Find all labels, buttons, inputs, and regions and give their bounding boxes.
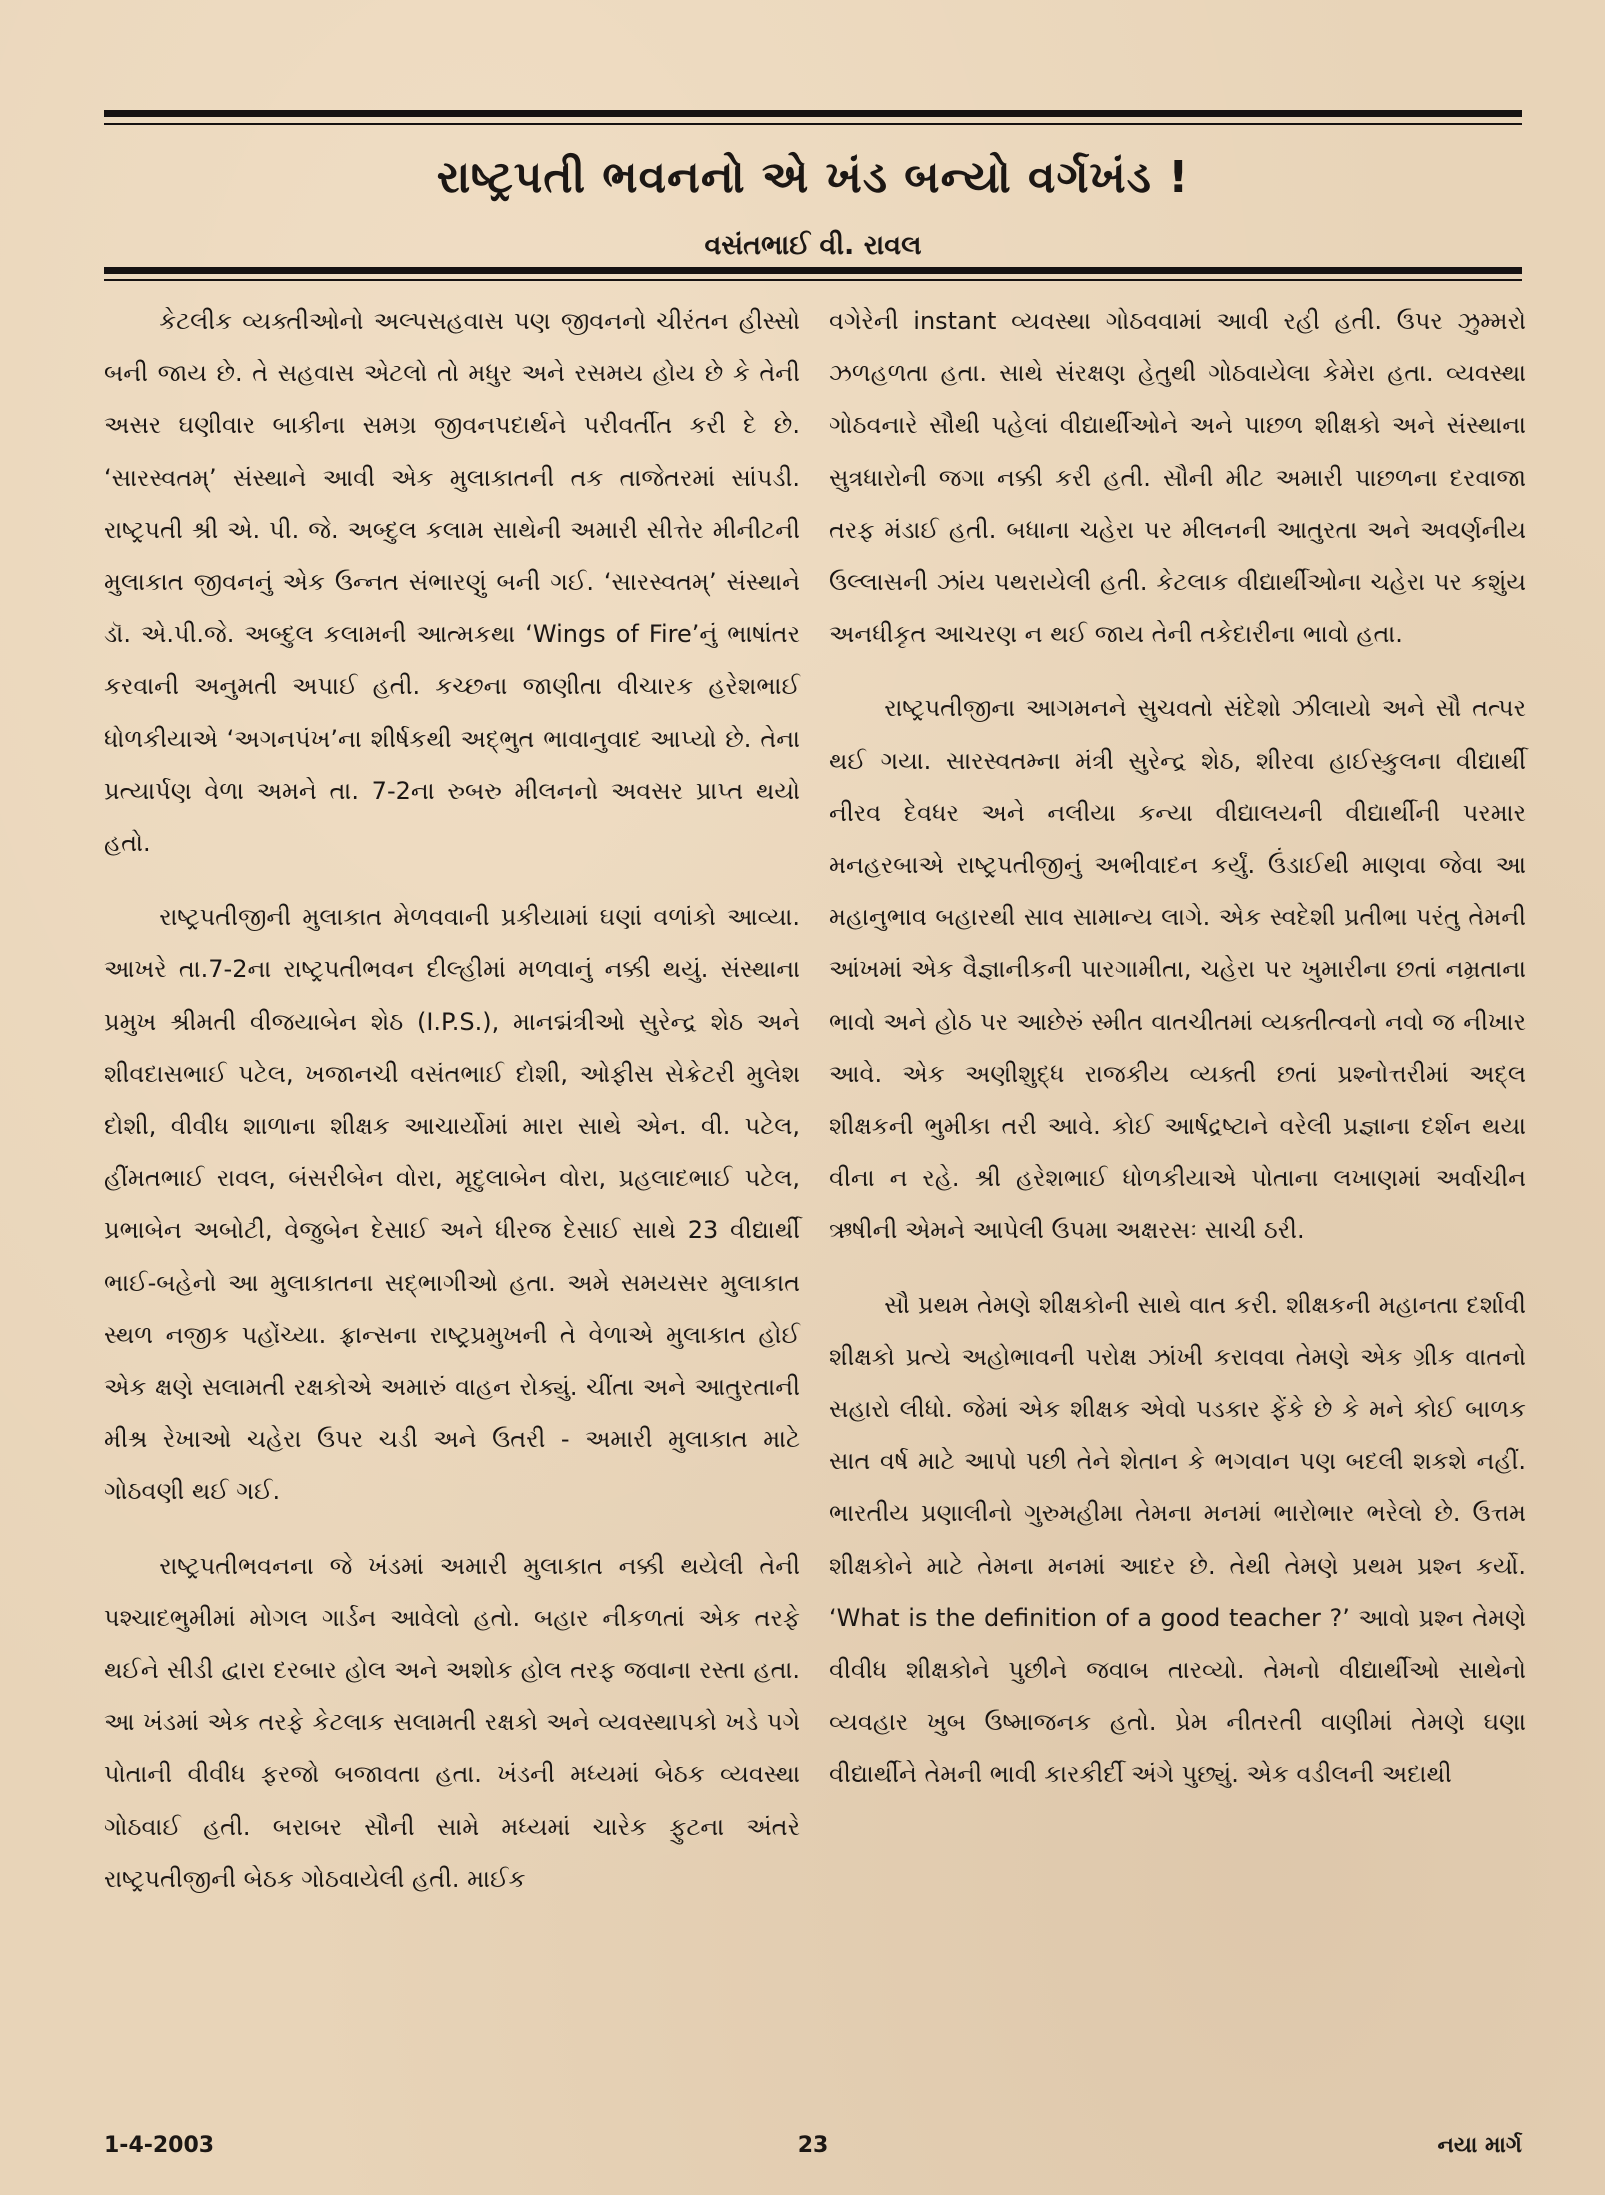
page-number: 23: [797, 2133, 829, 2158]
paragraph: રાષ્ટ્રપતીભવનના જે ખંડમાં અમારી મુલાકાત નક્કી થયેલી તેની પશ્ચાદભુમીમાં મોગલ ગાર્ડન આવેલો હતો. બહાર નીકળતાં એક તરફે થઈને સીડી દ્વારા દરબાર હોલ અને અશોક હોલ તરફ જવાના રસ્તા હતા. આ ખંડમાં એક તરફે કેટલાક સલામતી રક્ષકો અને વ્યવસ્થાપકો ખડે પગે પોતાની વીવીધ ફરજો બજાવતા હતા. ખંડની મધ્યમાં બેઠક વ્યવસ્થા ગોઠવાઈ હતી. બરાબર સૌની સામે મધ્યમાં ચારેક ફુટના અંતરે રાષ્ટ્રપતીજીની બેઠક ગોઠવાયેલી હતી. માઈક: [104, 1551, 800, 1893]
paragraph: વગેરેની instant વ્યવસ્થા ગોઠવવામાં આવી રહી હતી. ઉપર ઝુમ્મરો ઝળહળતા હતા. સાથે સંરક્ષણ હેતુથી ગોઠવાયેલા કેમેરા હતા. વ્યવસ્થા ગોઠવનારે સૌથી પહેલાં વીદ્યાર્થીઓને અને પાછળ શીક્ષકો અને સંસ્થાના સુત્રધારોની જગા નક્કી કરી હતી. સૌની મીટ અમારી પાછળના દરવાજા તરફ મંડાઈ હતી. બધાના ચહેરા પર મીલનની આતુરતા અને અવર્ણનીય ઉલ્લાસની ઝાંય પથરાયેલી હતી. કેટલાક વીદ્યાર્થીઓના ચહેરા પર કશુંય અનધીકૃત આચરણ ન થઈ જાય તેની તકેદારીના ભાવો હતા.: [829, 307, 1526, 649]
header-rule-bottom-thin: [104, 279, 1522, 281]
left-column: [104, 295, 800, 1905]
page-footer: [104, 2128, 1522, 2164]
header-rule-top-thin: [104, 123, 1522, 125]
article-title: રાષ્ટ્રપતી ભવનનો એ ખંડ બન્યો વર્ગખંડ !: [436, 152, 1190, 203]
paragraph: કેટલીક વ્યક્તીઓનો અલ્પસહવાસ પણ જીવનનો ચીરંતન હીસ્સો બની જાય છે. તે સહવાસ એટલો તો મધુર અને રસમય હોય છે કે તેની અસર ઘણીવાર બાકીના સમગ્ર જીવનપદાર્થને પરીવર્તીત કરી દે છે. ‘સારસ્વતમ્’ સંસ્થાને આવી એક મુલાકાતની તક તાજેતરમાં સાંપડી. રાષ્ટ્રપતી શ્રી એ. પી. જે. અબ્દુલ કલામ સાથેની અમારી સીત્તેર મીનીટની મુલાકાત જીવનનું એક ઉન્નત સંભારણું બની ગઈ. ‘સારસ્વતમ્’ સંસ્થાને ડૉ. એ.પી.જે. અબ્દુલ કલામની આત્મકથા ‘Wings of Fire’નું ભાષાંતર કરવાની અનુમતી અપાઈ હતી. કચ્છના જાણીતા વીચારક હરેશભાઈ ધોળકીયાએ ‘અગનપંખ’ના શીર્ષકથી અદ્ભુત ભાવાનુવાદ આપ્યો છે. તેના પ્રત્યાર્પણ વેળા અમને તા. 7-2ના રુબરુ મીલનનો અવસર પ્રાપ્ત થયો હતો.: [104, 307, 800, 858]
header-rule-top: [104, 110, 1522, 117]
article-author: વસંતભાઈ વી. રાવલ: [704, 230, 922, 261]
right-column: [829, 295, 1526, 1801]
issue-date: 1-4-2003: [104, 2133, 215, 2158]
header-rule-bottom: [104, 267, 1522, 274]
publication-name: નયા માર્ગ: [1437, 2133, 1522, 2158]
paragraph: રાષ્ટ્રપતીજીના આગમનને સુચવતો સંદેશો ઝીલાયો અને સૌ તત્પર થઈ ગયા. સારસ્વતમ્ના મંત્રી સુરેન્દ્ર શેઠ, શીરવા હાઈસ્કુલના વીદ્યાર્થી નીરવ દેવધર અને નલીયા કન્યા વીદ્યાલયની વીદ્યાર્થીની પરમાર મનહરબાએ રાષ્ટ્રપતીજીનું અભીવાદન કર્યું. ઉંડાઈથી માણવા જેવા આ મહાનુભાવ બહારથી સાવ સામાન્ય લાગે. એક સ્વદેશી પ્રતીભા પરંતુ તેમની આંખમાં એક વૈજ્ઞાનીકની પારગામીતા, ચહેરા પર ખુમારીના છતાં નમ્રતાના ભાવો અને હોઠ પર આછેરું સ્મીત વાતચીતમાં વ્યક્તીત્વનો નવો જ નીખાર આવે. એક અણીશુદ્ધ રાજકીય વ્યક્તી છતાં પ્રશ્નોત્તરીમાં અદ્લ શીક્ષકની ભુમીકા તરી આવે. કોઈ આર્ષદ્રષ્ટાને વરેલી પ્રજ્ઞાના દર્શન થયા વીના ન રહે. શ્રી હરેશભાઈ ધોળકીયાએ પોતાના લખાણમાં અર્વાચીન ઋષીની એમને આપેલી ઉપમા અક્ષરસઃ સાચી ઠરી.: [829, 694, 1526, 1245]
paragraph: રાષ્ટ્રપતીજીની મુલાકાત મેળવવાની પ્રકીયામાં ઘણાં વળાંકો આવ્યા. આખરે તા.7-2ના રાષ્ટ્રપતીભવન દીલ્હીમાં મળવાનું નક્કી થયું. સંસ્થાના પ્રમુખ શ્રીમતી વીજયાબેન શેઠ (I.P.S.), માનદ્મંત્રીઓ સુરેન્દ્ર શેઠ અને શીવદાસભાઈ પટેલ, ખજાનચી વસંતભાઈ દોશી, ઓફીસ સેક્રેટરી મુલેશ દોશી, વીવીધ શાળાના શીક્ષક આચાર્યોમાં મારા સાથે એન. વી. પટેલ, હીંમતભાઈ રાવલ, બંસરીબેન વોરા, મૃદુલાબેન વોરા, પ્રહલાદભાઈ પટેલ, પ્રભાબેન અબોટી, વેજુબેન દેસાઈ અને ધીરજ દેસાઈ સાથે 23 વીદ્યાર્થી ભાઈ-બહેનો આ મુલાકાતના સદ્ભાગીઓ હતા. અમે સમયસર મુલાકાત સ્થળ નજીક પહોંચ્યા. ફ્રાન્સના રાષ્ટ્રપ્રમુખની તે વેળાએ મુલાકાત હોઈ એક ક્ષણે સલામતી રક્ષકોએ અમારું વાહન રોક્યું. ચીંતા અને આતુરતાની મીશ્ર રેખાઓ ચહેરા ઉપર ચડી અને ઉતરી - અમારી મુલાકાત માટે ગોઠવણી થઈ ગઈ.: [104, 903, 800, 1506]
paragraph: સૌ પ્રથમ તેમણે શીક્ષકોની સાથે વાત કરી. શીક્ષકની મહાનતા દર્શાવી શીક્ષકો પ્રત્યે અહોભાવની પરોક્ષ ઝાંખી કરાવવા તેમણે એક ગ્રીક વાતનો સહારો લીધો. જેમાં એક શીક્ષક એવો પડકાર ફેંકે છે કે મને કોઈ બાળક સાત વર્ષ માટે આપો પછી તેને શેતાન કે ભગવાન પણ બદલી શકશે નહીં. ભારતીય પ્રણાલીનો ગુરુમહીમા તેમના મનમાં ભારોભાર ભરેલો છે. ઉત્તમ શીક્ષકોને માટે તેમના મનમાં આદર છે. તેથી તેમણે પ્રથમ પ્રશ્ન કર્યો. ‘What is the definition of a good teacher ?’ આવો પ્રશ્ન તેમણે વીવીધ શીક્ષકોને પુછીને જવાબ તારવ્યો. તેમનો વીદ્યાર્થીઓ સાથેનો વ્યવહાર ખુબ ઉષ્માજનક હતો. પ્રેમ નીતરતી વાણીમાં તેમણે ઘણા વીદ્યાર્થીને તેમની ભાવી કારકીર્દી અંગે પુછ્યું. એક વડીલની અદાથી: [829, 1290, 1526, 1789]
